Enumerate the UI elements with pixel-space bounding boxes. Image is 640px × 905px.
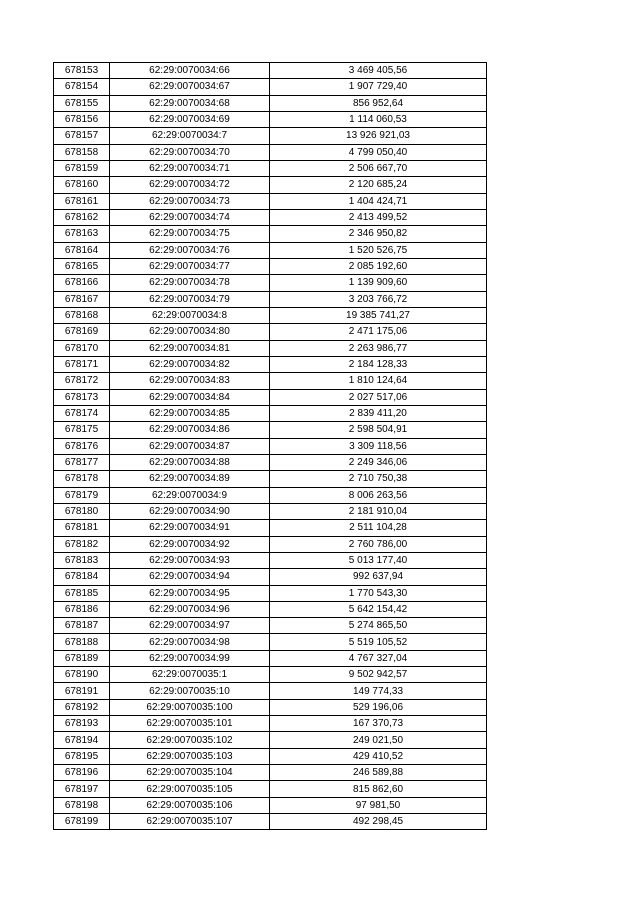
cadastral-value-cell: 856 952,64 bbox=[270, 95, 487, 111]
cadastral-value-cell: 5 642 154,42 bbox=[270, 601, 487, 617]
cadastral-number-cell: 62:29:0070034:66 bbox=[110, 63, 270, 79]
table-row bbox=[54, 797, 487, 813]
cadastral-number-cell: 62:29:0070034:72 bbox=[110, 177, 270, 193]
row-id-cell: 678173 bbox=[54, 389, 110, 405]
row-id-cell: 678185 bbox=[54, 585, 110, 601]
row-id-cell: 678196 bbox=[54, 765, 110, 781]
cadastral-number-cell: 62:29:0070034:92 bbox=[110, 536, 270, 552]
cadastral-value-cell: 2 598 504,91 bbox=[270, 422, 487, 438]
row-id-cell: 678164 bbox=[54, 242, 110, 258]
cadastral-value-cell: 8 006 263,56 bbox=[270, 487, 487, 503]
table-row bbox=[54, 487, 487, 503]
row-id-cell: 678190 bbox=[54, 667, 110, 683]
cadastral-value-cell: 3 469 405,56 bbox=[270, 63, 487, 79]
row-id-cell: 678170 bbox=[54, 340, 110, 356]
cadastral-number-cell: 62:29:0070035:102 bbox=[110, 732, 270, 748]
table-row bbox=[54, 699, 487, 715]
row-id-cell: 678193 bbox=[54, 716, 110, 732]
row-id-cell: 678156 bbox=[54, 111, 110, 127]
cadastral-value-cell: 9 502 942,57 bbox=[270, 667, 487, 683]
cadastral-number-cell: 62:29:0070035:1 bbox=[110, 667, 270, 683]
cadastral-number-cell: 62:29:0070034:78 bbox=[110, 275, 270, 291]
table-row bbox=[54, 634, 487, 650]
cadastral-value-cell: 1 770 543,30 bbox=[270, 585, 487, 601]
table-row bbox=[54, 307, 487, 323]
cadastral-number-cell: 62:29:0070034:83 bbox=[110, 373, 270, 389]
cadastral-number-cell: 62:29:0070034:84 bbox=[110, 389, 270, 405]
table-row bbox=[54, 683, 487, 699]
cadastral-value-cell: 2 710 750,38 bbox=[270, 471, 487, 487]
row-id-cell: 678189 bbox=[54, 650, 110, 666]
row-id-cell: 678183 bbox=[54, 552, 110, 568]
row-id-cell: 678155 bbox=[54, 95, 110, 111]
row-id-cell: 678187 bbox=[54, 618, 110, 634]
table-row bbox=[54, 389, 487, 405]
cadastral-number-cell: 62:29:0070035:107 bbox=[110, 814, 270, 830]
cadastral-number-cell: 62:29:0070035:100 bbox=[110, 699, 270, 715]
row-id-cell: 678153 bbox=[54, 63, 110, 79]
row-id-cell: 678154 bbox=[54, 79, 110, 95]
row-id-cell: 678195 bbox=[54, 748, 110, 764]
cadastral-number-cell: 62:29:0070034:91 bbox=[110, 520, 270, 536]
row-id-cell: 678191 bbox=[54, 683, 110, 699]
table-row bbox=[54, 650, 487, 666]
table-row bbox=[54, 242, 487, 258]
cadastral-value-cell: 492 298,45 bbox=[270, 814, 487, 830]
table-row bbox=[54, 209, 487, 225]
cadastral-value-cell: 992 637,94 bbox=[270, 569, 487, 585]
cadastral-number-cell: 62:29:0070034:93 bbox=[110, 552, 270, 568]
row-id-cell: 678181 bbox=[54, 520, 110, 536]
table-row bbox=[54, 291, 487, 307]
cadastral-number-cell: 62:29:0070034:81 bbox=[110, 340, 270, 356]
cadastral-value-cell: 2 471 175,06 bbox=[270, 324, 487, 340]
cadastral-number-cell: 62:29:0070034:94 bbox=[110, 569, 270, 585]
row-id-cell: 678186 bbox=[54, 601, 110, 617]
table-row bbox=[54, 454, 487, 470]
table-row bbox=[54, 275, 487, 291]
cadastral-value-cell: 2 413 499,52 bbox=[270, 209, 487, 225]
cadastral-number-cell: 62:29:0070035:106 bbox=[110, 797, 270, 813]
table-row bbox=[54, 552, 487, 568]
cadastral-number-cell: 62:29:0070034:9 bbox=[110, 487, 270, 503]
row-id-cell: 678176 bbox=[54, 438, 110, 454]
cadastral-value-cell: 13 926 921,03 bbox=[270, 128, 487, 144]
table-row bbox=[54, 177, 487, 193]
row-id-cell: 678168 bbox=[54, 307, 110, 323]
cadastral-number-cell: 62:29:0070034:95 bbox=[110, 585, 270, 601]
row-id-cell: 678198 bbox=[54, 797, 110, 813]
cadastral-value-cell: 2 027 517,06 bbox=[270, 389, 487, 405]
table-row bbox=[54, 422, 487, 438]
cadastral-number-cell: 62:29:0070034:82 bbox=[110, 356, 270, 372]
cadastral-value-cell: 5 519 105,52 bbox=[270, 634, 487, 650]
table-row bbox=[54, 536, 487, 552]
table-row bbox=[54, 667, 487, 683]
cadastral-value-cell: 1 114 060,53 bbox=[270, 111, 487, 127]
cadastral-value-cell: 4 799 050,40 bbox=[270, 144, 487, 160]
cadastral-value-cell: 167 370,73 bbox=[270, 716, 487, 732]
cadastral-value-cell: 2 760 786,00 bbox=[270, 536, 487, 552]
table-row bbox=[54, 765, 487, 781]
row-id-cell: 678184 bbox=[54, 569, 110, 585]
cadastral-value-cell: 5 274 865,50 bbox=[270, 618, 487, 634]
cadastral-number-cell: 62:29:0070034:90 bbox=[110, 503, 270, 519]
row-id-cell: 678180 bbox=[54, 503, 110, 519]
row-id-cell: 678197 bbox=[54, 781, 110, 797]
cadastral-number-cell: 62:29:0070034:8 bbox=[110, 307, 270, 323]
row-id-cell: 678178 bbox=[54, 471, 110, 487]
cadastral-number-cell: 62:29:0070034:85 bbox=[110, 405, 270, 421]
row-id-cell: 678192 bbox=[54, 699, 110, 715]
table-row bbox=[54, 716, 487, 732]
row-id-cell: 678171 bbox=[54, 356, 110, 372]
cadastral-number-cell: 62:29:0070034:89 bbox=[110, 471, 270, 487]
cadastral-value-cell: 529 196,06 bbox=[270, 699, 487, 715]
cadastral-number-cell: 62:29:0070035:104 bbox=[110, 765, 270, 781]
table-row bbox=[54, 340, 487, 356]
cadastral-value-cell: 19 385 741,27 bbox=[270, 307, 487, 323]
table-row bbox=[54, 128, 487, 144]
row-id-cell: 678159 bbox=[54, 160, 110, 176]
row-id-cell: 678177 bbox=[54, 454, 110, 470]
cadastral-value-cell: 2 120 685,24 bbox=[270, 177, 487, 193]
table-row bbox=[54, 95, 487, 111]
cadastral-number-cell: 62:29:0070034:99 bbox=[110, 650, 270, 666]
row-id-cell: 678160 bbox=[54, 177, 110, 193]
table-row bbox=[54, 503, 487, 519]
row-id-cell: 678158 bbox=[54, 144, 110, 160]
table-row bbox=[54, 618, 487, 634]
cadastral-value-cell: 1 520 526,75 bbox=[270, 242, 487, 258]
cadastral-number-cell: 62:29:0070034:96 bbox=[110, 601, 270, 617]
table-row bbox=[54, 324, 487, 340]
cadastral-value-cell: 2 184 128,33 bbox=[270, 356, 487, 372]
cadastral-value-cell: 429 410,52 bbox=[270, 748, 487, 764]
row-id-cell: 678169 bbox=[54, 324, 110, 340]
row-id-cell: 678172 bbox=[54, 373, 110, 389]
table-row bbox=[54, 226, 487, 242]
cadastral-value-cell: 149 774,33 bbox=[270, 683, 487, 699]
cadastral-value-cell: 1 404 424,71 bbox=[270, 193, 487, 209]
cadastral-number-cell: 62:29:0070034:98 bbox=[110, 634, 270, 650]
cadastral-value-cell: 249 021,50 bbox=[270, 732, 487, 748]
table-row bbox=[54, 438, 487, 454]
cadastral-number-cell: 62:29:0070034:77 bbox=[110, 258, 270, 274]
cadastral-value-cell: 2 839 411,20 bbox=[270, 405, 487, 421]
row-id-cell: 678182 bbox=[54, 536, 110, 552]
cadastral-number-cell: 62:29:0070034:71 bbox=[110, 160, 270, 176]
table-row bbox=[54, 405, 487, 421]
cadastral-value-cell: 2 085 192,60 bbox=[270, 258, 487, 274]
cadastral-value-cell: 2 249 346,06 bbox=[270, 454, 487, 470]
cadastral-value-cell: 246 589,88 bbox=[270, 765, 487, 781]
cadastral-value-cell: 97 981,50 bbox=[270, 797, 487, 813]
table-row bbox=[54, 781, 487, 797]
table-row bbox=[54, 193, 487, 209]
table-row bbox=[54, 569, 487, 585]
table-row bbox=[54, 144, 487, 160]
cadastral-value-cell: 3 203 766,72 bbox=[270, 291, 487, 307]
cadastral-number-cell: 62:29:0070034:87 bbox=[110, 438, 270, 454]
row-id-cell: 678163 bbox=[54, 226, 110, 242]
table-row bbox=[54, 748, 487, 764]
cadastral-number-cell: 62:29:0070034:74 bbox=[110, 209, 270, 225]
row-id-cell: 678179 bbox=[54, 487, 110, 503]
table-row bbox=[54, 111, 487, 127]
cadastral-number-cell: 62:29:0070035:103 bbox=[110, 748, 270, 764]
table-row bbox=[54, 732, 487, 748]
cadastral-number-cell: 62:29:0070034:75 bbox=[110, 226, 270, 242]
cadastral-value-cell: 5 013 177,40 bbox=[270, 552, 487, 568]
row-id-cell: 678166 bbox=[54, 275, 110, 291]
cadastral-number-cell: 62:29:0070034:70 bbox=[110, 144, 270, 160]
cadastral-number-cell: 62:29:0070034:97 bbox=[110, 618, 270, 634]
table-row bbox=[54, 258, 487, 274]
cadastral-number-cell: 62:29:0070034:88 bbox=[110, 454, 270, 470]
table-row bbox=[54, 814, 487, 830]
table-row bbox=[54, 471, 487, 487]
cadastral-value-cell: 1 907 729,40 bbox=[270, 79, 487, 95]
cadastral-value-cell: 2 346 950,82 bbox=[270, 226, 487, 242]
table-row bbox=[54, 601, 487, 617]
cadastral-value-cell: 2 181 910,04 bbox=[270, 503, 487, 519]
table-body bbox=[54, 63, 487, 830]
row-id-cell: 678165 bbox=[54, 258, 110, 274]
row-id-cell: 678161 bbox=[54, 193, 110, 209]
row-id-cell: 678174 bbox=[54, 405, 110, 421]
cadastral-number-cell: 62:29:0070034:80 bbox=[110, 324, 270, 340]
row-id-cell: 678188 bbox=[54, 634, 110, 650]
cadastral-number-cell: 62:29:0070035:105 bbox=[110, 781, 270, 797]
cadastral-value-cell: 1 810 124,64 bbox=[270, 373, 487, 389]
table-row bbox=[54, 160, 487, 176]
row-id-cell: 678167 bbox=[54, 291, 110, 307]
cadastral-number-cell: 62:29:0070034:76 bbox=[110, 242, 270, 258]
cadastral-number-cell: 62:29:0070034:68 bbox=[110, 95, 270, 111]
cadastral-number-cell: 62:29:0070034:69 bbox=[110, 111, 270, 127]
cadastral-number-cell: 62:29:0070035:10 bbox=[110, 683, 270, 699]
cadastral-value-cell: 3 309 118,56 bbox=[270, 438, 487, 454]
cadastral-value-cell: 1 139 909,60 bbox=[270, 275, 487, 291]
cadastral-number-cell: 62:29:0070034:67 bbox=[110, 79, 270, 95]
table-row bbox=[54, 79, 487, 95]
table-row bbox=[54, 373, 487, 389]
table-row bbox=[54, 63, 487, 79]
cadastral-value-cell: 2 506 667,70 bbox=[270, 160, 487, 176]
cadastral-value-cell: 815 862,60 bbox=[270, 781, 487, 797]
cadastral-number-cell: 62:29:0070034:86 bbox=[110, 422, 270, 438]
table-row bbox=[54, 356, 487, 372]
row-id-cell: 678199 bbox=[54, 814, 110, 830]
table-row bbox=[54, 585, 487, 601]
cadastral-value-cell: 4 767 327,04 bbox=[270, 650, 487, 666]
table-row bbox=[54, 520, 487, 536]
cadastral-number-cell: 62:29:0070035:101 bbox=[110, 716, 270, 732]
cadastral-number-cell: 62:29:0070034:73 bbox=[110, 193, 270, 209]
cadastral-value-table bbox=[53, 62, 487, 830]
cadastral-number-cell: 62:29:0070034:79 bbox=[110, 291, 270, 307]
cadastral-value-cell: 2 511 104,28 bbox=[270, 520, 487, 536]
row-id-cell: 678175 bbox=[54, 422, 110, 438]
cadastral-value-cell: 2 263 986,77 bbox=[270, 340, 487, 356]
row-id-cell: 678162 bbox=[54, 209, 110, 225]
row-id-cell: 678194 bbox=[54, 732, 110, 748]
cadastral-number-cell: 62:29:0070034:7 bbox=[110, 128, 270, 144]
row-id-cell: 678157 bbox=[54, 128, 110, 144]
